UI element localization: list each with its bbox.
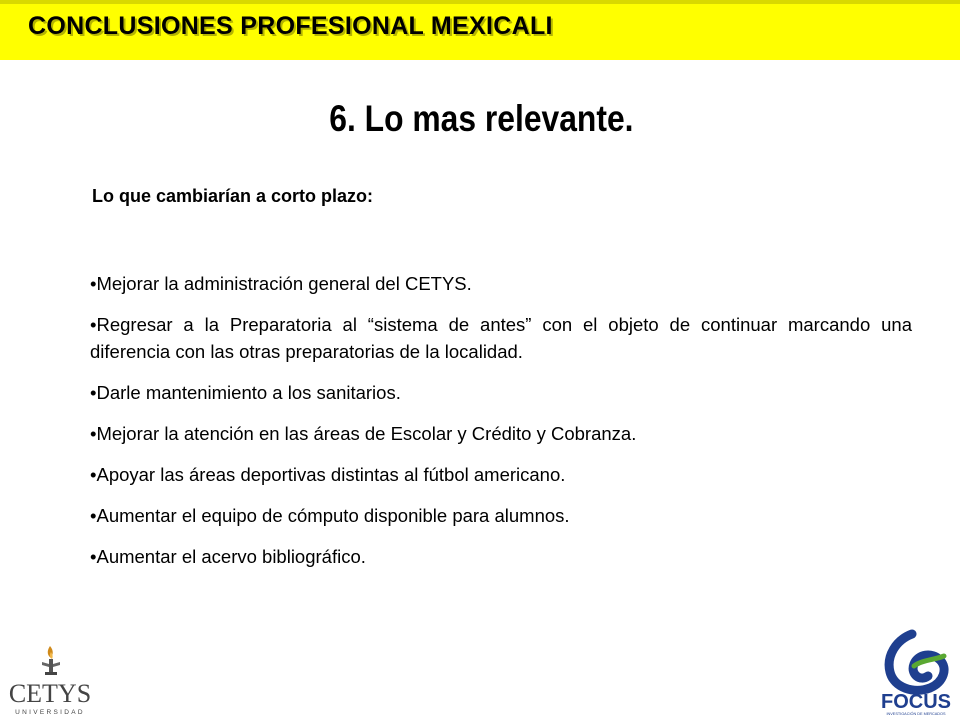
section-subtitle: Lo que cambiarían a corto plazo: bbox=[92, 186, 374, 206]
bullet-item: •Apoyar las áreas deportivas distintas al fútbol americano. bbox=[90, 464, 566, 485]
bullet-item: •Aumentar el equipo de cómputo disponible para alumnos. bbox=[90, 505, 570, 526]
focus-logo bbox=[874, 626, 958, 718]
cetys-tagline: UNIVERSIDAD bbox=[15, 709, 85, 716]
bullet-list bbox=[90, 270, 912, 584]
cetys-logo bbox=[4, 642, 96, 716]
bullet-item: •Darle mantenimiento a los sanitarios. bbox=[90, 382, 401, 403]
bullet-item: •Aumentar el acervo bibliográfico. bbox=[90, 546, 366, 567]
bullet-item: •Mejorar la atención en las áreas de Escolar y Crédito y Cobranza. bbox=[90, 423, 637, 444]
cetys-wordmark: CETYS bbox=[8, 679, 92, 708]
header-band-top-edge bbox=[0, 0, 960, 4]
bullet-item: •Mejorar la administración general del CETYS. bbox=[90, 273, 472, 294]
slide-title: 6. Lo mas relevante. bbox=[329, 98, 634, 139]
bullet-item: •Regresar a la Preparatoria al “sistema de antes” con el objeto de continuar marcando una diferencia con las otras preparatorias de la localidad. bbox=[90, 314, 912, 362]
torch-icon bbox=[42, 646, 60, 675]
focus-tagline: INVESTIGACIÓN DE MERCADOS bbox=[886, 712, 946, 716]
header-title: CONCLUSIONES PROFESIONAL MEXICALI bbox=[28, 12, 553, 40]
focus-swirl-icon bbox=[889, 634, 944, 690]
focus-wordmark: FOCUS bbox=[881, 691, 951, 713]
